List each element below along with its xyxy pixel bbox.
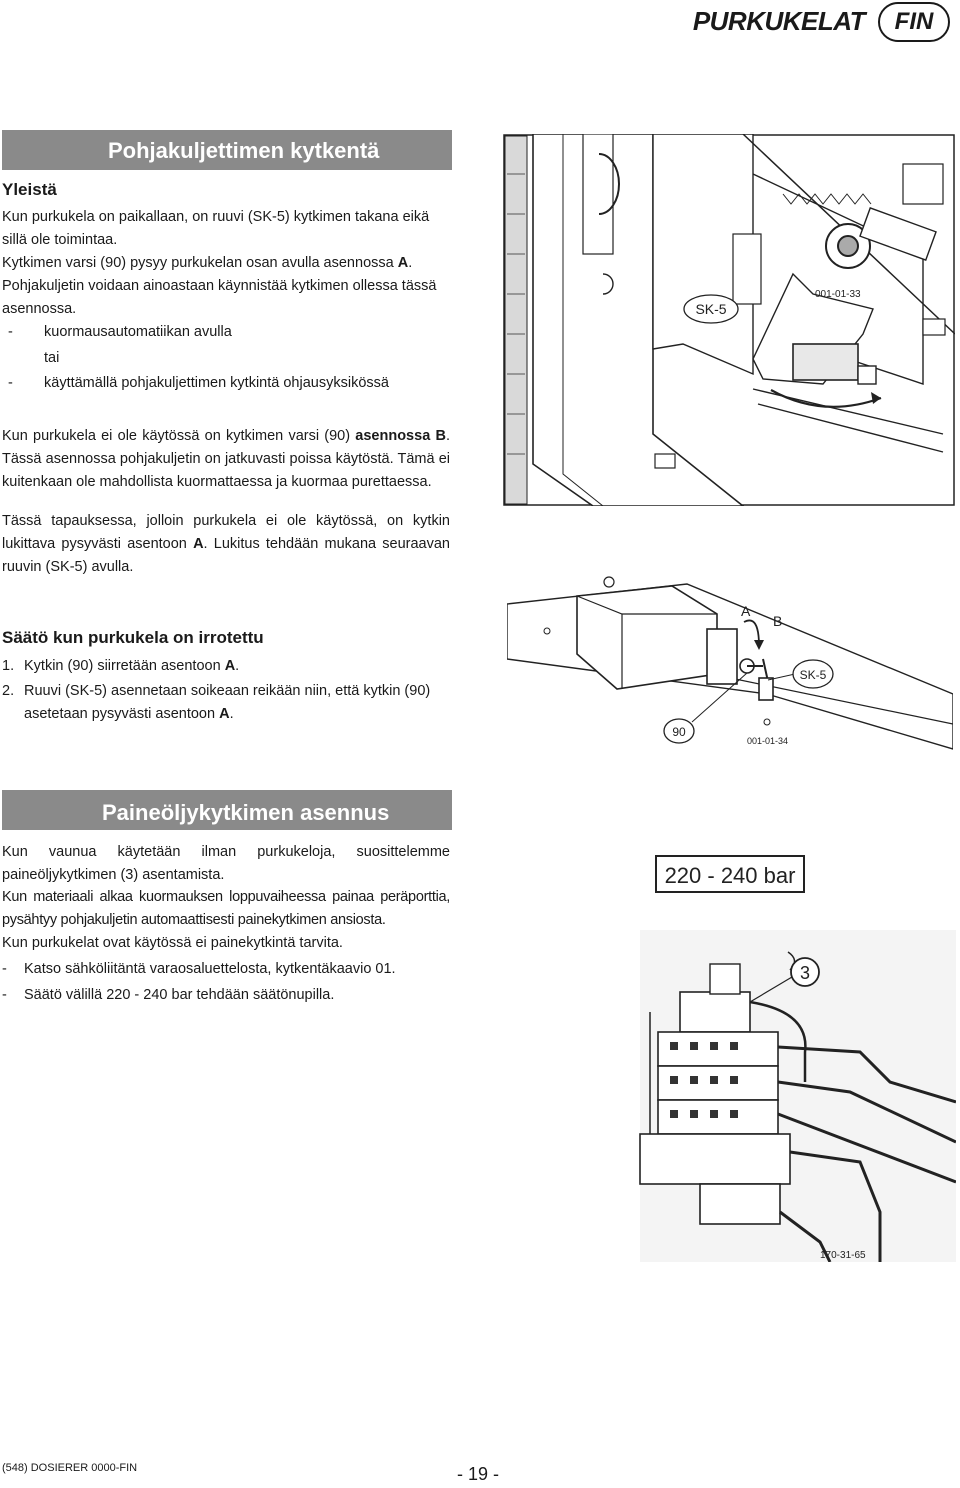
- paragraph-text: Pohjakuljetin voidaan ainoastaan käynnistää kytkimen ollessa tässä asennossa.: [2, 278, 437, 317]
- switch-arm-illustration: [507, 574, 953, 760]
- section-heading-bar: [2, 130, 452, 170]
- step-item: [2, 655, 239, 678]
- position-label: A: [224, 658, 236, 674]
- position-b-label: B: [773, 613, 783, 629]
- paragraph-text: Kun vaunua käytetään ilman purkukeloja, suosittelemme paineöljykytkimen (3) asentamista.: [2, 844, 450, 883]
- pressure-switch-callout: 3: [799, 963, 811, 983]
- language-badge: FIN: [878, 2, 950, 42]
- position-label: asennossa B: [355, 428, 446, 444]
- paragraph: [2, 252, 452, 275]
- paragraph: [2, 510, 450, 579]
- figure-code: 001-01-33: [815, 289, 861, 300]
- paragraph-text: Tässä tapauksessa, jolloin purkukela ei ole käytössä, on kytkin lukittava pysyvästi asentoon: [2, 513, 450, 552]
- subheading-general: Yleistä: [2, 180, 57, 199]
- arm-90-callout: 90: [672, 725, 686, 739]
- paragraph: [2, 932, 452, 955]
- step-text: Kytkin (90) siirretään asentoon: [24, 658, 225, 674]
- step-text: .: [235, 658, 240, 674]
- paragraph-text: Kun purkukela ei ole käytössä on kytkimen varsi (90): [2, 428, 356, 444]
- list-item: [2, 372, 389, 395]
- list-item: [2, 984, 334, 1007]
- list-dash: -: [2, 987, 7, 1003]
- section-title: Paineöljykytkimen asennus: [102, 800, 390, 825]
- list-dash: -: [2, 961, 7, 977]
- page-number: - 19 -: [457, 1464, 500, 1484]
- list-text: kuormausautomatiikan avulla: [44, 324, 232, 340]
- paragraph-text: Kun purkukelat ovat käytössä ei painekytkintä tarvita.: [2, 935, 343, 951]
- step-text: .: [229, 706, 234, 722]
- list-dash: -: [8, 375, 13, 391]
- paragraph: [2, 275, 452, 321]
- step-item: [2, 680, 452, 726]
- footer-doc-ref: (548) DOSIERER 0000-FIN: [2, 1462, 138, 1474]
- position-a-label: A: [741, 603, 751, 619]
- figure-code: 170-31-65: [820, 1250, 866, 1261]
- paragraph: [2, 206, 452, 252]
- or-text: tai: [44, 350, 60, 366]
- paragraph-text: Kun materiaali alkaa kuormauksen loppuvaiheessa painaa peräporttia, pysähtyy pohjakuljetin automaattisesti painekytkimen ansiosta.: [2, 889, 450, 928]
- paragraph-text: . Lukitus tehdään mukana seuraavan ruuvin (SK-5) avulla.: [2, 536, 450, 575]
- list-text: Säätö välillä 220 - 240 bar tehdään säätönupilla.: [24, 987, 335, 1003]
- position-label: A: [193, 536, 204, 552]
- paragraph-text: Kytkimen varsi (90) pysyy purkukelan osan avulla asennossa: [2, 255, 398, 271]
- paragraph-text: Kun purkukela on paikallaan, on ruuvi (SK-5) kytkimen takana eikä sillä ole toimintaa.: [2, 209, 430, 248]
- step-text: Ruuvi (SK-5) asennetaan soikeaan reikään niin, että kytkin (90) asetetaan pysyvästi asentoon: [24, 683, 431, 722]
- switch-mount-illustration: [503, 134, 955, 506]
- hydraulic-valve-illustration: [630, 852, 956, 1262]
- paragraph: [2, 425, 450, 494]
- list-item: [2, 321, 232, 344]
- paragraph-text: . Tässä asennossa pohjakuljetin on jatkuvasti poissa käytöstä. Tämä ei kuitenkaan ole mahdollista kuormattaessa ja kuormaa purettaessa.: [2, 428, 450, 490]
- position-label: A: [397, 255, 409, 271]
- paragraph: [2, 886, 450, 932]
- sk5-callout: SK-5: [799, 668, 827, 682]
- document-title: PURKUKELAT: [692, 6, 865, 36]
- subheading-adjustment: Säätö kun purkukela on irrotettu: [2, 628, 264, 647]
- list-dash: -: [8, 324, 13, 340]
- section-title: Pohjakuljettimen kytkentä: [108, 138, 380, 163]
- step-number: 2.: [2, 683, 15, 699]
- section-heading-bar: [2, 790, 452, 830]
- step-number: 1.: [2, 658, 15, 674]
- list-text: käyttämällä pohjakuljettimen kytkintä ohjausyksikössä: [44, 375, 389, 391]
- list-text: Katso sähköliitäntä varaosaluettelosta, kytkentäkaavio 01.: [24, 961, 396, 977]
- figure-code: 001-01-34: [747, 736, 789, 746]
- paragraph: [2, 841, 450, 887]
- paragraph-text: .: [408, 255, 413, 271]
- list-item: [2, 958, 396, 981]
- sk5-callout: SK-5: [695, 301, 727, 317]
- pressure-range-label: 220 - 240 bar: [664, 863, 796, 888]
- position-label: A: [219, 706, 230, 722]
